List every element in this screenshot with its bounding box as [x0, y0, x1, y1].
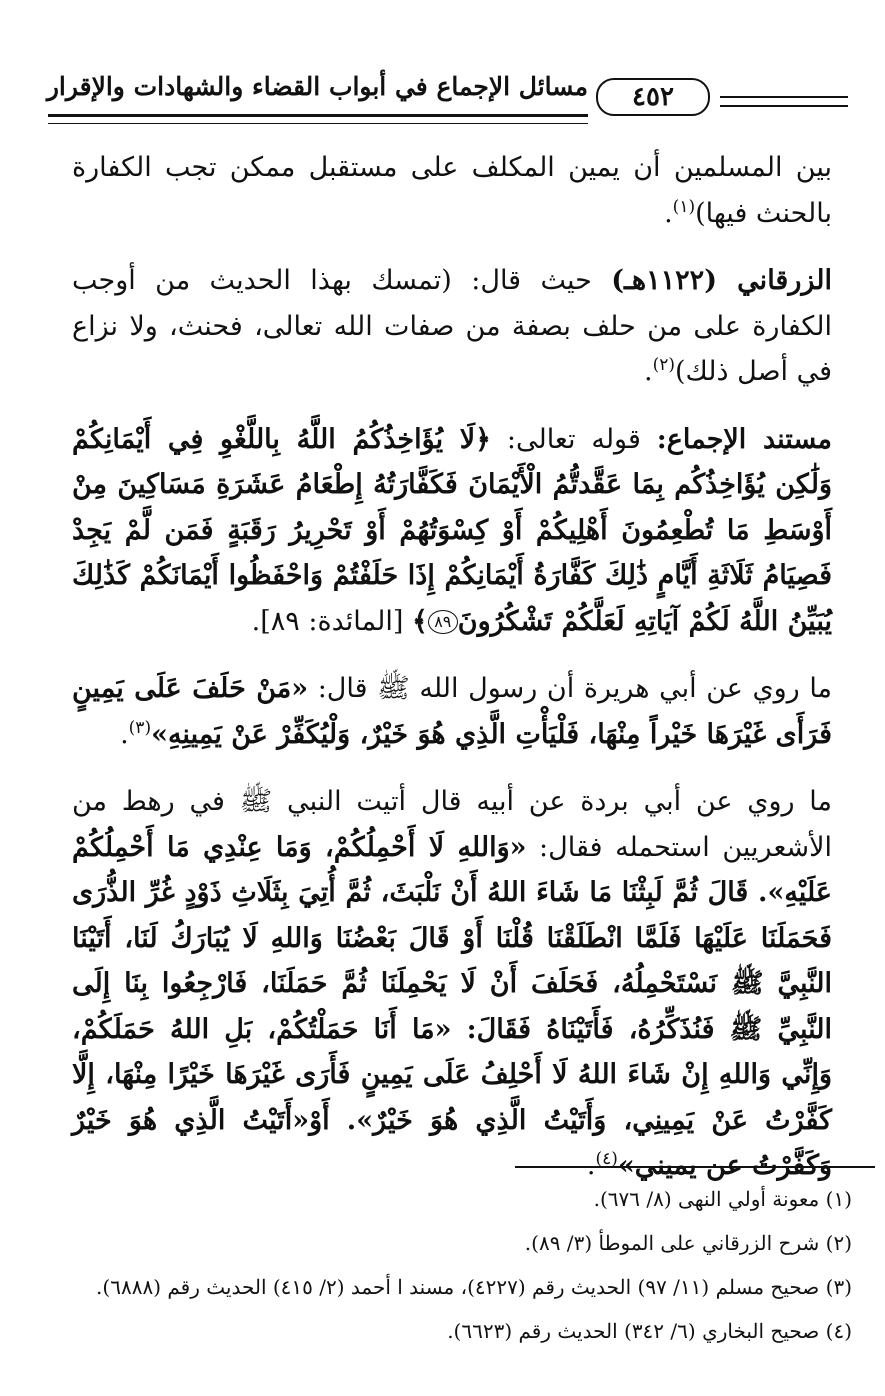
page-number-badge: ٤٥٢ [596, 78, 710, 116]
header-rule-right [720, 96, 848, 107]
verse-citation: [المائدة: ٨٩]. [251, 605, 412, 637]
footnote-ref-1: (١) [672, 196, 696, 217]
running-title: مسائل الإجماع في أبواب القضاء والشهادات والإقرار [46, 72, 588, 101]
paragraph-3 [72, 417, 832, 645]
p1-end: . [664, 197, 673, 229]
p2-end: . [643, 356, 653, 387]
p4-text: ما روي عن أبي هريرة أن رسول الله ﷺ قال: [308, 673, 833, 704]
paragraph-5 [72, 779, 832, 1189]
footnote-4: (٤) صحيح البخاري (٦/ ٣٤٢) الحديث رقم (٦٦٢٣). [447, 1319, 852, 1343]
footnote-1: (١) معونة أولي النهى (٨/ ٦٧٦). [593, 1187, 852, 1211]
hadith-text-1: «مَنْ حَلَفَ عَلَى يَمِينٍ فَرَأَى غَيْرَهَا خَيْراً مِنْهَا، فَلْيَأْتِ الَّذِي هُوَ خَيْرٌ، وَلْيُكَفِّرْ عَنْ يَمِينِهِ» [72, 673, 832, 750]
footnote-ref-2: (٢) [652, 355, 675, 375]
quran-verse: ﴿لَا يُؤَاخِذُكُمُ اللَّهُ بِاللَّغْوِ فِي أَيْمَانِكُمْ وَلَٰكِن يُؤَاخِذُكُم بِمَا عَقَّدتُّمُ الْأَيْمَانَ فَكَفَّارَتُهُ إِطْعَامُ عَشَرَةِ مَسَاكِينَ مِنْ أَوْسَطِ مَا تُطْعِمُونَ أَهْلِيكُمْ أَوْ كِسْوَتُهُمْ أَوْ تَحْرِيرُ رَقَبَةٍ فَمَن لَّمْ يَجِدْ فَصِيَامُ ثَلَاثَةِ أَيَّامٍ ذَٰلِكَ كَفَّارَةُ أَيْمَانِكُمْ إِذَا حَلَفْتُمْ وَاحْفَظُوا أَيْمَانَكُمْ كَذَٰلِكَ يُبَيِّنُ اللَّهُ لَكُمْ آيَاتِهِ لَعَلَّكُمْ تَشْكُرُونَ [72, 423, 832, 637]
p2-text: حيث قال: (تمسك بهذا الحديث من أوجب الكفارة على من حلف بصفة من صفات الله تعالى، فحنث، ولا نزاع في أصل ذلك) [72, 265, 832, 387]
p5-end: . [586, 1150, 596, 1181]
paragraph-1 [72, 145, 832, 236]
footnote-2: (٢) شرح الزرقاني على الموطأ (٣/ ٨٩). [524, 1231, 852, 1255]
page-header [48, 70, 848, 130]
footnote-ref-3: (٣) [128, 717, 152, 738]
p1-text: بين المسلمين أن يمين المكلف على مستقبل ممكن تجب الكفارة بالحنث فيها) [72, 152, 832, 229]
p4-end: . [120, 718, 129, 750]
p3-intro: قوله تعالى: [491, 423, 657, 455]
p2-lead: الزرقاني (١١٢٢هـ) [611, 265, 832, 296]
main-text [72, 145, 832, 1211]
p3-lead: مستند الإجماع: [656, 423, 832, 455]
footnote-ref-4: (٤) [595, 1149, 618, 1169]
ayah-number-marker: ٨٩ [428, 610, 458, 634]
header-rule-bottom [48, 114, 588, 124]
footnote-3: (٣) صحيح مسلم (١١/ ٩٧) الحديث رقم (٤٢٢٧)، مسند ا أحمد (٢/ ٤١٥) الحديث رقم (٦٨٨٨). [96, 1275, 852, 1299]
p5-text: ما روي عن أبي بردة عن أبيه قال أتيت النبي ﷺ في رهط من الأشعريين استحمله فقال: [72, 786, 832, 863]
quran-verse-close: ﴾ [411, 605, 428, 637]
footnotes [96, 1180, 852, 1356]
footnote-separator [515, 1166, 875, 1168]
hadith-text-2: «وَاللهِ لَا أَحْمِلُكُمْ، وَمَا عِنْدِي مَا أَحْمِلُكُمْ عَلَيْهِ». قَالَ ثُمَّ لَبِثْنَا مَا شَاءَ اللهُ أَنْ نَلْبَثَ، ثُمَّ أُتِيَ بِثَلَاثِ ذَوْدٍ غُرِّ الذُّرَى فَحَمَلَنَا عَلَيْهَا فَلَمَّا انْطَلَقْنَا قُلْنَا أَوْ قَالَ بَعْضُنَا وَاللهِ لَا يُبَارَكُ لَنَا، أَتَيْنَا النَّبِيَّ ﷺ نَسْتَحْمِلُهُ، فَحَلَفَ أَنْ لَا يَحْمِلَنَا ثُمَّ حَمَلَنَا، فَارْجِعُوا بِنَا إِلَى النَّبِيِّ ﷺ فَنُذَكِّرُهُ، فَأَتَيْنَاهُ فَقَالَ: «مَا أَنَا حَمَلْتُكُمْ، بَلِ اللهُ حَمَلَكُمْ، وَإِنِّي وَاللهِ إِنْ شَاءَ اللهُ لَا أَحْلِفُ عَلَى يَمِينٍ فَأَرَى غَيْرَهَا خَيْرًا مِنْهَا، إِلَّا كَفَّرْتُ عَنْ يَمِينِي، وَأَتَيْتُ الَّذِي هُوَ خَيْرٌ». أَوْ«أَتَيْتُ الَّذِي هُوَ خَيْرٌ وَكَفَّرْتُ عن يميني» [72, 831, 833, 1181]
paragraph-2 [72, 258, 832, 395]
paragraph-4 [72, 666, 832, 757]
